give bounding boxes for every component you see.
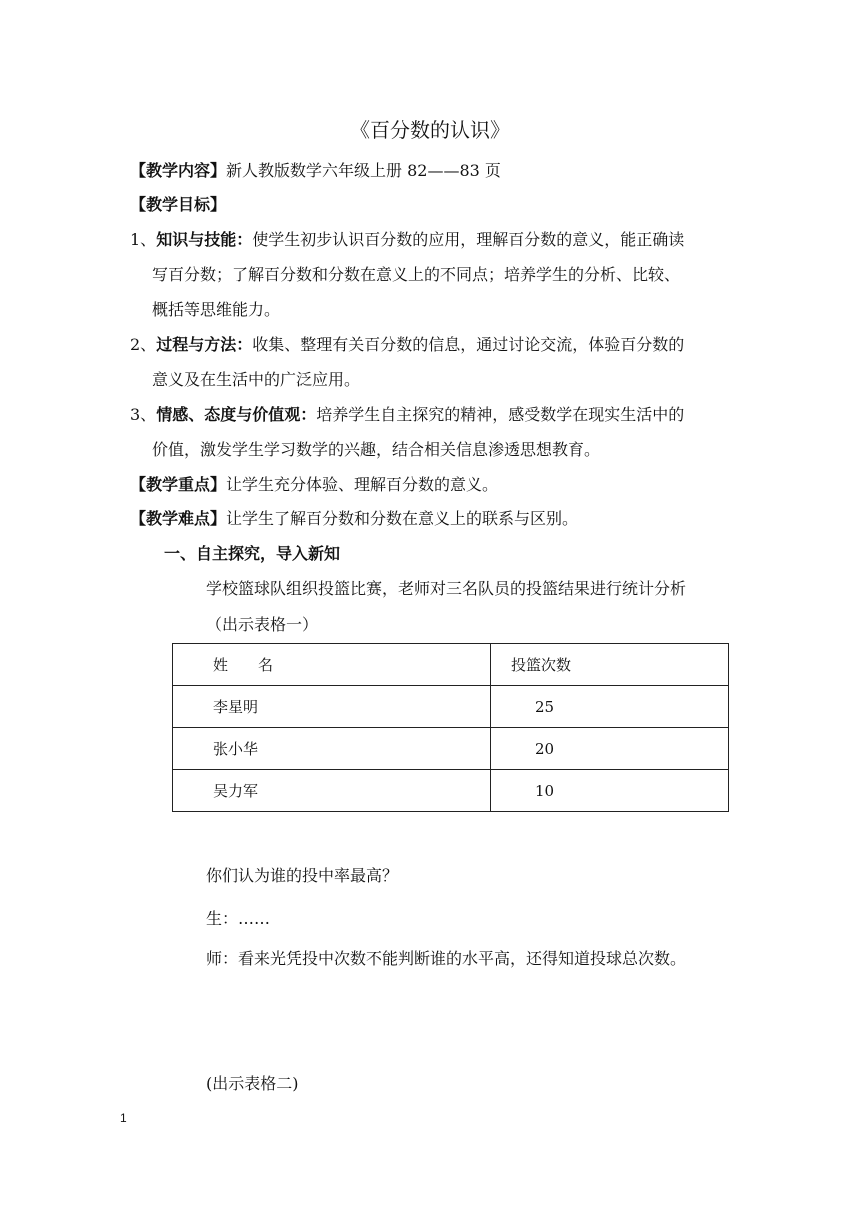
shots-cell: 20 — [491, 728, 729, 770]
goal-1-number: 1、 — [130, 230, 157, 249]
goal-2-text: 收集、整理有关百分数的信息，通过讨论交流，体验百分数的 — [252, 335, 685, 354]
table-2-caption: (出示表格二) — [206, 1074, 299, 1093]
student-response-line: 生：…… — [206, 909, 271, 928]
goal-1-label: 知识与技能： — [156, 230, 253, 249]
goal-3-label: 情感、态度与价值观： — [156, 405, 317, 424]
table-row — [173, 770, 729, 812]
section-1-heading: 一、自主探究，导入新知 — [164, 544, 341, 563]
goal-1-line-1 — [130, 227, 684, 250]
key-point-text: 让学生充分体验、理解百分数的意义。 — [226, 475, 499, 494]
goal-2-line-2: 意义及在生活中的广泛应用。 — [152, 370, 361, 389]
key-point-line — [130, 472, 498, 495]
shooting-score-table — [172, 643, 729, 812]
goal-3-text: 培养学生自主探究的精神，感受数学在现实生活中的 — [316, 405, 685, 424]
teacher-response-line: 师：看来光凭投中次数不能判断谁的水平高，还得知道投球总次数。 — [206, 949, 687, 968]
teaching-content-label: 【教学内容】 — [130, 161, 227, 180]
teaching-content-line — [130, 158, 501, 181]
goal-1-line-2: 写百分数；了解百分数和分数在意义上的不同点；培养学生的分析、比较、 — [152, 265, 681, 284]
shots-cell: 25 — [491, 686, 729, 728]
section-1-intro: 学校篮球队组织投篮比赛，老师对三名队员的投篮结果进行统计分析 — [206, 579, 687, 598]
teaching-content-text: 新人教版数学六年级上册 82——83 页 — [226, 161, 501, 180]
question-line: 你们认为谁的投中率最高？ — [206, 866, 399, 885]
difficulty-line — [130, 506, 578, 529]
player-name-cell: 李星明 — [173, 686, 491, 728]
player-name-cell: 张小华 — [173, 728, 491, 770]
shots-cell: 10 — [491, 770, 729, 812]
player-name-cell: 吴力军 — [173, 770, 491, 812]
page-number: 1 — [120, 1111, 127, 1125]
goals-heading: 【教学目标】 — [130, 195, 227, 214]
header-name: 姓 名 — [173, 644, 491, 686]
table-1-caption: （出示表格一） — [206, 615, 319, 634]
goal-1-text: 使学生初步认识百分数的应用，理解百分数的意义，能正确读 — [252, 230, 685, 249]
key-point-label: 【教学重点】 — [130, 475, 227, 494]
document-title: 《百分数的认识》 — [350, 118, 510, 142]
difficulty-label: 【教学难点】 — [130, 509, 227, 528]
difficulty-text: 让学生了解百分数和分数在意义上的联系与区别。 — [226, 509, 579, 528]
goal-2-line-1 — [130, 332, 684, 355]
goal-2-number: 2、 — [130, 335, 157, 354]
table-header-row — [173, 644, 729, 686]
goal-3-line-1 — [130, 402, 684, 425]
header-shots: 投篮次数 — [491, 644, 729, 686]
goal-3-number: 3、 — [130, 405, 157, 424]
table-row — [173, 728, 729, 770]
goal-1-line-3: 概括等思维能力。 — [152, 300, 281, 319]
goal-2-label: 过程与方法： — [156, 335, 253, 354]
table-row — [173, 686, 729, 728]
goal-3-line-2: 价值，激发学生学习数学的兴趣，结合相关信息渗透思想教育。 — [152, 440, 601, 459]
